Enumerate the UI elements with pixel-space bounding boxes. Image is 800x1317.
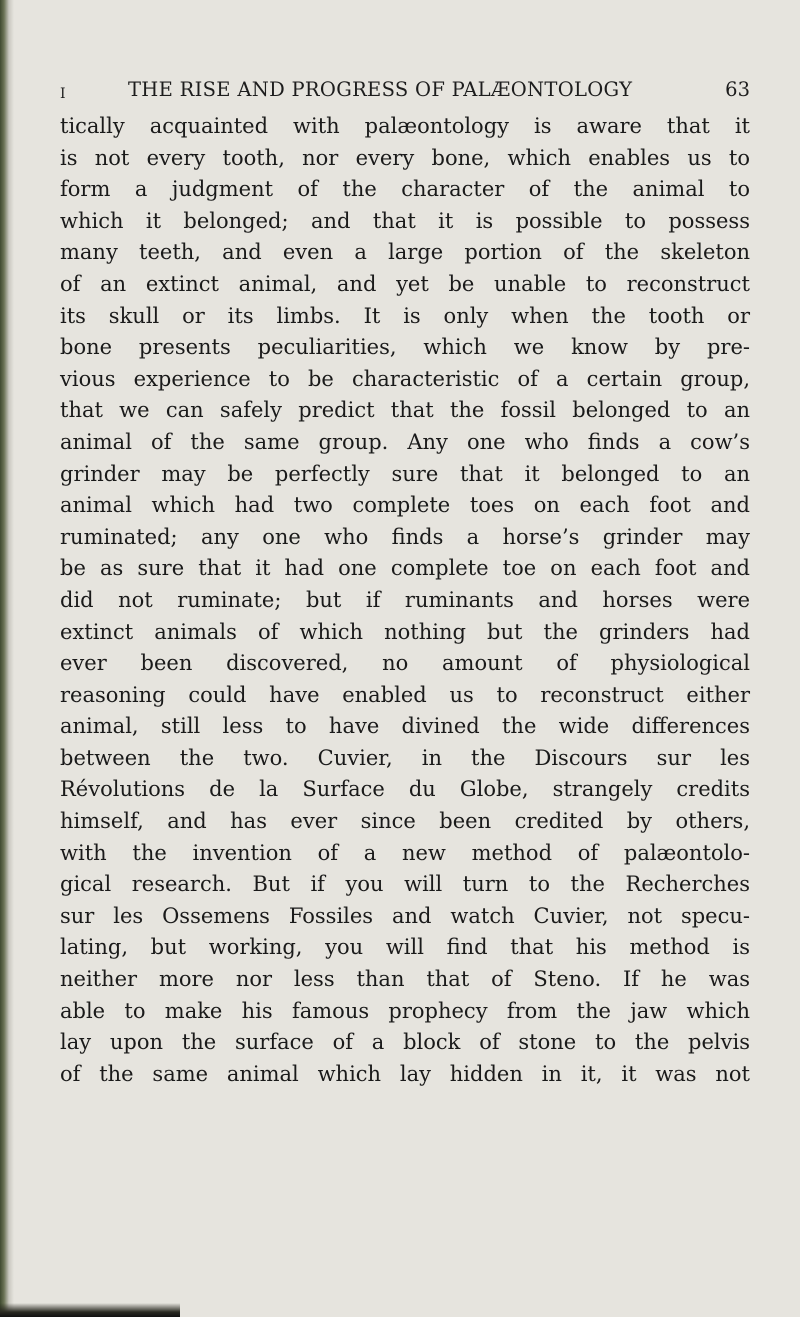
text-line: its skull or its limbs. It is only when the tooth or	[60, 303, 750, 328]
text-line: of the same animal which lay hidden in it, it was not	[60, 1061, 750, 1086]
text-line: form a judgment of the character of the animal to	[60, 177, 750, 202]
text-line: with the invention of a new method of palæontolo-	[60, 840, 750, 865]
text-line: sur les Ossemens Fossiles and watch Cuvier, not specu-	[60, 903, 750, 928]
text-line: between the two. Cuvier, in the Discours sur les	[60, 745, 750, 770]
text-line: animal of the same group. Any one who finds a cow’s	[60, 429, 750, 454]
text-line: himself, and has ever since been credited by others,	[60, 809, 750, 834]
text-line: vious experience to be characteristic of a certain group,	[60, 366, 750, 391]
text-line: animal which had two complete toes on each foot and	[60, 493, 750, 518]
text-line: extinct animals of which nothing but the grinders had	[60, 619, 750, 644]
text-line: reasoning could have enabled us to reconstruct either	[60, 682, 750, 707]
text-line: grinder may be perfectly sure that it belonged to an	[60, 461, 750, 486]
body-text	[60, 111, 750, 1090]
text-line: gical research. But if you will turn to the Recherches	[60, 872, 750, 897]
text-line: Révolutions de la Surface du Globe, strangely credits	[60, 777, 750, 802]
text-line: bone presents peculiarities, which we know by pre-	[60, 335, 750, 360]
text-line: of an extinct animal, and yet be unable to reconstruct	[60, 271, 750, 296]
chapter-number: I	[60, 86, 66, 102]
text-line: able to make his famous prophecy from the jaw which	[60, 998, 750, 1023]
text-line: ever been discovered, no amount of physiological	[60, 651, 750, 676]
text-line: neither more nor less than that of Steno. If he was	[60, 967, 750, 992]
text-line: that we can safely predict that the fossil belonged to an	[60, 398, 750, 423]
text-line: ruminated; any one who finds a horse’s grinder may	[60, 524, 750, 549]
text-line: did not ruminate; but if ruminants and horses were	[60, 587, 750, 612]
text-line: which it belonged; and that it is possible to possess	[60, 208, 750, 233]
page-header	[60, 78, 760, 108]
text-line: animal, still less to have divined the wide differences	[60, 714, 750, 739]
text-line: lating, but working, you will find that his method is	[60, 935, 750, 960]
text-line: tically acquainted with palæontology is aware that it	[60, 114, 750, 138]
running-title: THE RISE AND PROGRESS OF PALÆONTOLOGY	[128, 78, 633, 101]
text-line: be as sure that it had one complete toe on each foot and	[60, 556, 750, 581]
text-line: many teeth, and even a large portion of the skeleton	[60, 240, 750, 265]
page-number: 63	[725, 78, 750, 101]
text-line: lay upon the surface of a block of stone to the pelvis	[60, 1030, 750, 1055]
text-line: is not every tooth, nor every bone, which enables us to	[60, 145, 750, 170]
